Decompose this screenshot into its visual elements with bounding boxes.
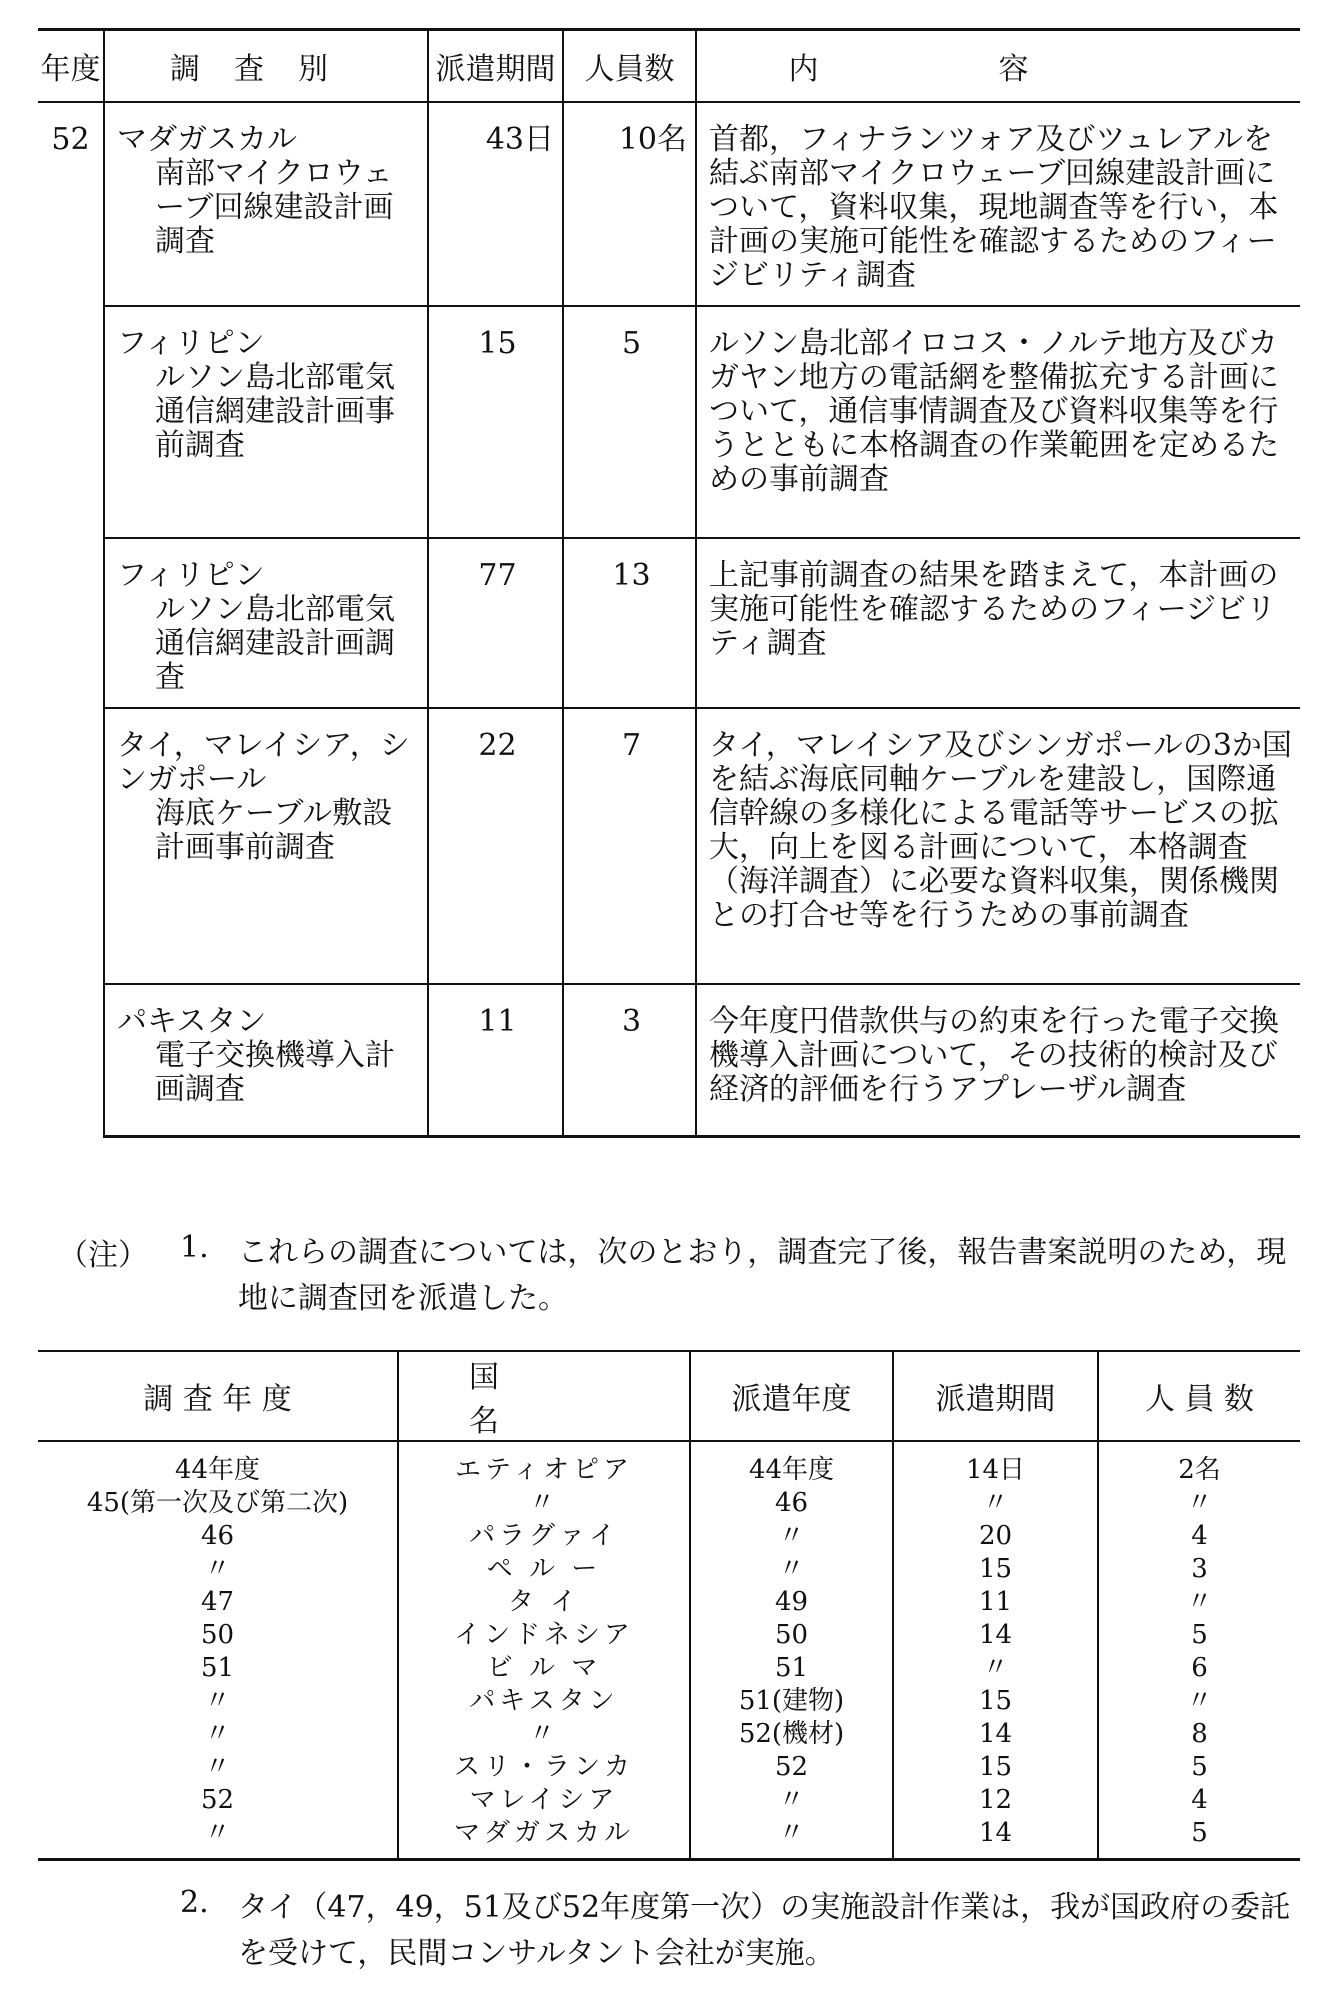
staff-count: 13 (563, 538, 696, 708)
dispatch-period-cell: 12 (893, 1784, 1098, 1817)
dispatch-year-cell: 〃 (690, 1817, 893, 1860)
staff-count-cell: 4 (1098, 1520, 1300, 1553)
survey-year-cell: 44年度 (174, 1455, 261, 1485)
dispatch-period: 15 (428, 306, 563, 538)
dispatch-year-cell: 51 (690, 1652, 893, 1685)
survey-content: 今年度円借款供与の約束を行った電子交換機導入計画について，その技術的検討及び経済的評価を行うアプレーザル調査 (696, 984, 1300, 1136)
dispatch-period-cell: 15 (893, 1751, 1098, 1784)
dispatch-year-cell: 49 (690, 1586, 893, 1619)
dispatch-row (38, 1751, 1300, 1784)
table-row (38, 306, 1300, 538)
country-cell: マダガスカル (398, 1817, 690, 1860)
table-row (38, 102, 1300, 306)
country-cell: ビ ル マ (398, 1652, 690, 1685)
dispatch-period-cell: 14 (893, 1817, 1098, 1860)
staff-count-cell: 〃 (1098, 1586, 1300, 1619)
dispatch-period: 11 (428, 984, 563, 1136)
survey-title: タイ，マレイシア，シンガポール 海底ケーブル敷設計画事前調査 (104, 708, 428, 984)
survey-year-cell: 〃 (204, 1686, 231, 1716)
dispatch-row (38, 1553, 1300, 1586)
staff-count-cell: 4 (1098, 1784, 1300, 1817)
dispatch-year-cell: 51(建物) (690, 1685, 893, 1718)
note-2-number: 2. (180, 1885, 209, 1920)
staff-count-cell: 5 (1098, 1751, 1300, 1784)
survey-year-cell: 〃 (204, 1719, 231, 1749)
dispatch-row (38, 1817, 1300, 1860)
staff-count-cell: 6 (1098, 1652, 1300, 1685)
staff-count-cell: 〃 (1098, 1487, 1300, 1520)
dispatch-period: 77 (428, 538, 563, 708)
survey-year-cell: 〃 (204, 1554, 231, 1584)
survey-year-cell: 47 (200, 1587, 235, 1617)
dispatch-row (38, 1685, 1300, 1718)
dispatch-period-cell: 11 (893, 1586, 1098, 1619)
note-label: （注） (58, 1238, 148, 1273)
dispatch-row (38, 1619, 1300, 1652)
survey-table-header (38, 30, 1300, 103)
note-1-text: これらの調査については，次のとおり，調査完了後，報告書案説明のため，現地に調査団を派遣した。 (238, 1235, 1287, 1316)
survey-year-cell: 〃 (204, 1752, 231, 1782)
survey-year-cell: 50 (200, 1620, 235, 1650)
dispatch-row (38, 1652, 1300, 1685)
staff-count: 10名 (563, 102, 696, 306)
staff-count-cell: 3 (1098, 1553, 1300, 1586)
country-cell: 〃 (398, 1487, 690, 1520)
dispatch-year-cell: 〃 (690, 1784, 893, 1817)
country-cell: パキスタン (398, 1685, 690, 1718)
dispatch-year-cell: 50 (690, 1619, 893, 1652)
header-staff-count: 人 員 数 (1098, 1351, 1300, 1441)
survey-title: フィリピン ルソン島北部電気通信網建設計画調査 (104, 538, 428, 708)
header-country: 国 名 (398, 1351, 690, 1441)
dispatch-table-header (38, 1351, 1300, 1441)
staff-count: 7 (563, 708, 696, 984)
country-cell: マレイシア (398, 1784, 690, 1817)
survey-year-cell: 〃 (38, 1817, 398, 1860)
staff-count: 5 (563, 306, 696, 538)
dispatch-period-cell: 14 (893, 1619, 1098, 1652)
dispatch-row (38, 1520, 1300, 1553)
survey-content: 上記事前調査の結果を踏まえて，本計画の実施可能性を確認するためのフィージビリティ調査 (696, 538, 1300, 708)
staff-count-cell: 8 (1098, 1718, 1300, 1751)
dispatch-period-cell: 14 (893, 1718, 1098, 1751)
dispatch-year-cell: 〃 (690, 1553, 893, 1586)
dispatch-year-cell: 52(機材) (690, 1718, 893, 1751)
survey-content: タイ，マレイシア及びシンガポールの3か国を結ぶ海底同軸ケーブルを建設し，国際通信幹線の多様化による電話等サービスの拡大，向上を図る計画について，本格調査（海洋調査）に必要な資料収集，関係機関との打合せ等を行うための事前調査 (696, 708, 1300, 984)
survey-year-cell: 45(第一次及び第二次) (86, 1488, 349, 1518)
survey-year-cell: 46 (200, 1521, 235, 1551)
country-cell: スリ・ランカ (398, 1751, 690, 1784)
table-row (38, 984, 1300, 1136)
dispatch-period-cell: 〃 (893, 1652, 1098, 1685)
survey-table (38, 28, 1300, 1138)
header-staff: 人員数 (563, 30, 696, 103)
dispatch-row (38, 1718, 1300, 1751)
staff-count-cell: 5 (1098, 1817, 1300, 1860)
country-cell: パラグァイ (398, 1520, 690, 1553)
country-cell: エティオピア (398, 1441, 690, 1487)
header-survey: 調査別 (104, 30, 428, 103)
survey-title: フィリピン ルソン島北部電気通信網建設計画事前調査 (104, 306, 428, 538)
survey-content: 首都，フィナランツォア及びツュレアルを結ぶ南部マイクロウェーブ回線建設計画について，資料収集，現地調査等を行い，本計画の実施可能性を確認するためのフィージビリティ調査 (696, 102, 1300, 306)
header-dispatch-year: 派遣年度 (690, 1351, 893, 1441)
dispatch-period-cell: 〃 (893, 1487, 1098, 1520)
country-cell: ペ ル ー (398, 1553, 690, 1586)
dispatch-period-cell: 20 (893, 1520, 1098, 1553)
staff-count: 3 (563, 984, 696, 1136)
staff-count-cell: 〃 (1098, 1685, 1300, 1718)
note-2-text: タイ（47，49，51及び52年度第一次）の実施設計作業は，我が国政府の委託を受けて，民間コンサルタント会社が実施。 (238, 1890, 1291, 1971)
dispatch-row (38, 1586, 1300, 1619)
dispatch-year-cell: 〃 (690, 1520, 893, 1553)
note-1-number: 1. (180, 1230, 209, 1265)
dispatch-row (38, 1487, 1300, 1520)
fiscal-year: 52 (51, 122, 90, 157)
dispatch-row (38, 1784, 1300, 1817)
country-cell: タ イ (398, 1586, 690, 1619)
dispatch-table-body (38, 1441, 1300, 1860)
table-row (38, 708, 1300, 984)
header-content: 内容 (696, 30, 1300, 103)
survey-year-cell: 52 (200, 1785, 235, 1815)
dispatch-period-cell: 15 (893, 1553, 1098, 1586)
dispatch-period-cell: 14日 (893, 1441, 1098, 1487)
dispatch-period-cell: 15 (893, 1685, 1098, 1718)
country-cell: 〃 (398, 1718, 690, 1751)
survey-content: ルソン島北部イロコス・ノルテ地方及びカガヤン地方の電話網を整備拡充する計画について，通信事情調査及び資料収集等を行うとともに本格調査の作業範囲を定めるための事前調査 (696, 306, 1300, 538)
header-year: 年度 (38, 30, 104, 103)
dispatch-row (38, 1441, 1300, 1487)
dispatch-period: 43日 (428, 102, 563, 306)
dispatch-table (38, 1350, 1300, 1861)
staff-count-cell: 5 (1098, 1619, 1300, 1652)
header-survey-year: 調 査 年 度 (38, 1351, 398, 1441)
survey-year-cell: 51 (200, 1653, 235, 1683)
table-row (38, 538, 1300, 708)
country-cell: インドネシア (398, 1619, 690, 1652)
dispatch-year-cell: 46 (690, 1487, 893, 1520)
survey-title: マダガスカル 南部マイクロウェーブ回線建設計画調査 (104, 102, 428, 306)
survey-title: パキスタン 電子交換機導入計画調査 (104, 984, 428, 1136)
dispatch-period: 22 (428, 708, 563, 984)
header-period: 派遣期間 (428, 30, 563, 103)
header-dispatch-period: 派遣期間 (893, 1351, 1098, 1441)
dispatch-year-cell: 52 (690, 1751, 893, 1784)
dispatch-year-cell: 44年度 (690, 1441, 893, 1487)
staff-count-cell: 2名 (1098, 1441, 1300, 1487)
